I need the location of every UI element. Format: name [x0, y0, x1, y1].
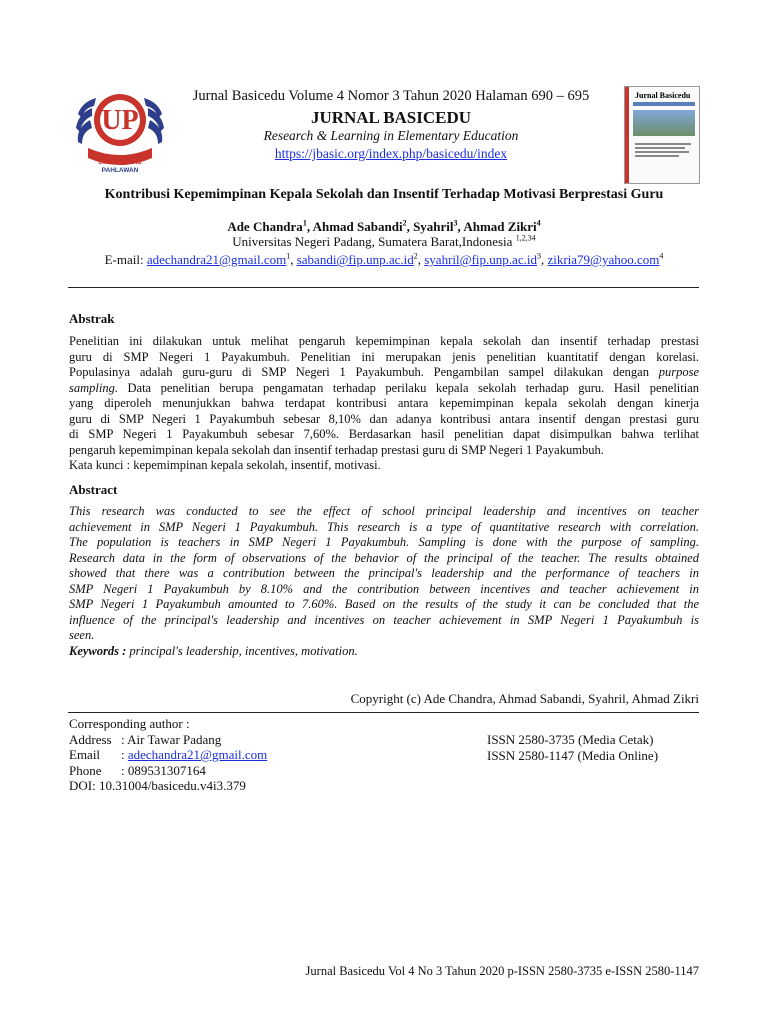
issn-print: ISSN 2580-3735 (Media Cetak): [487, 732, 654, 747]
issn-online: ISSN 2580-1147 (Media Online): [487, 747, 659, 763]
university-logo: [72, 84, 168, 176]
abstrak-body: Penelitian ini dilakukan untuk melihat pengaruh kepemimpinan kepala sekolah dan insentif terhadap prestasi guru di SMP Negeri 1 Payakumbuh. Penelitian ini merupakan jenis penelitian kuantitatif dengan korelasi. Populasinya adalah guru-guru di SMP Negeri 1 Payakumbuh. Pengambilan sampel dilakukan dengan purpose sampling. Data penelitian berupa pengamatan terhadap perilaku kepala sekolah terhadap guru. Hasil penelitian yang diperoleh menunjukkan bahwa terdapat kontribusi antara kepemimpinan kepala sekolah dengan kinerja guru di SMP Negeri 1 Payakumbuh sebesar 8,10% dan adanya kontribusi antara insentif dengan prestasi guru di SMP Negeri 1 Payakumbuh sebesar 7,60%. Berdasarkan hasil penelitian dapat disimpulkan bahwa terlihat pengaruh kepemimpinan kepala sekolah dan insentif terhadap prestasi guru di SMP Negeri 1 Payakumbuh. Kata kunci : kepemimpinan kepala sekolah, insentif, motivasi.: [69, 334, 700, 472]
footer-divider: [68, 712, 699, 713]
issn-block: [487, 732, 707, 763]
abstract-body: This research was conducted to see the effect of school principal leadership and incentives on teacher achievement in SMP Negeri 1 Payakumbuh. This research is a type of quantitative research with correlation. The population is teachers in SMP Negeri 1 Payakumbuh. Sampling is done with the purpose of sampling. Research data in the form of observations of the behavior of the principal of the teacher. The results obtained showed that there was a contribution between the principal's leadership and the performance of teachers in SMP Negeri 1 Payakumbuh by 8.10% and the contribution between incentives and teacher achievement in SMP Negeri 1 Payakumbuh amounted to 7.60%. Based on the results of the study it can be concluded that the influence of the principal's leadership and incentives on teacher achievement in SMP Negeri 1 Payakumbuh is seen. Keywords : principal's leadership, incentives, motivation.: [69, 504, 699, 658]
corresponding-heading: Corresponding author :: [69, 716, 190, 731]
email-link[interactable]: syahril@fip.unp.ac.id: [424, 252, 537, 267]
logo-text: UNIVERSITAS: [98, 159, 142, 166]
email-line: Email : adechandra21@gmail.com: [69, 747, 268, 762]
author-emails: E-mail: adechandra21@gmail.com$^1$, $sabandi@fip.unp.ac.id^2$, $syahril@fip.unp.ac.id^3$, zikria79@yahoo.com$^4$: [104, 251, 664, 267]
header-citation: Jurnal Basicedu Volume 4 Nomor 3 Tahun 2020 Halaman 690 – 695: [192, 88, 590, 104]
email-link[interactable]: adechandra21@gmail.com: [146, 252, 287, 267]
copyright-notice: Copyright (c) Ade Chandra, Ahmad Sabandi, Syahril, Ahmad Zikri: [350, 691, 699, 706]
paper-title: Kontribusi Kepemimpinan Kepala Sekolah dan Insentif Terhadap Motivasi Berprestasi Guru: [104, 187, 664, 202]
author-name: Ahmad Zikri: [463, 219, 537, 234]
author-name: Ade Chandra: [227, 219, 303, 234]
cover-title: Jurnal Basicedu: [635, 91, 691, 100]
svg-text:UP: UP: [101, 105, 139, 136]
address-line: Address : Air Tawar Padang: [69, 731, 222, 747]
corresponding-email-link[interactable]: adechandra21@gmail.com: [127, 747, 268, 762]
email-link[interactable]: zikria79@yahoo.com: [547, 252, 660, 267]
journal-name: JURNAL BASICEDU: [310, 108, 472, 127]
authors-line: Ade Chandra$^1$, Ahmad Sabandi$^2$, Syahril$^3$, Ahmad Zikri$^4$: [227, 218, 541, 234]
abstract-keywords: Keywords : principal's leadership, incentives, motivation.: [69, 643, 358, 658]
email-link[interactable]: sabandi@fip.unp.ac.id: [296, 252, 414, 267]
doi: DOI: 10.31004/basicedu.v4i3.379: [69, 778, 246, 793]
header-divider: [68, 287, 699, 288]
abstrak-heading: Abstrak: [69, 311, 115, 326]
affiliation: Universitas Negeri Padang, Sumatera Barat,Indonesia $^{1,2,34}$: [232, 233, 536, 249]
journal-subtitle: Research & Learning in Elementary Education: [263, 128, 519, 143]
journal-url-link[interactable]: https://jbasic.org/index.php/basicedu/index: [274, 146, 508, 161]
journal-cover-thumbnail: [624, 86, 700, 184]
abstract-heading: Abstract: [69, 482, 118, 497]
phone-line: Phone : 089531307164: [69, 762, 206, 778]
page-footer: Jurnal Basicedu Vol 4 No 3 Tahun 2020 p-ISSN 2580-3735 e-ISSN 2580-1147: [305, 964, 699, 978]
svg-text:PAHLAWAN: PAHLAWAN: [101, 167, 139, 174]
author-name: Ahmad Sabandi: [312, 219, 403, 234]
abstrak-keywords: Kata kunci : kepemimpinan kepala sekolah, insentif, motivasi.: [69, 458, 381, 472]
corresponding-author-block: [69, 716, 469, 794]
cover-photo: [633, 110, 695, 136]
author-name: Syahril: [413, 219, 454, 234]
